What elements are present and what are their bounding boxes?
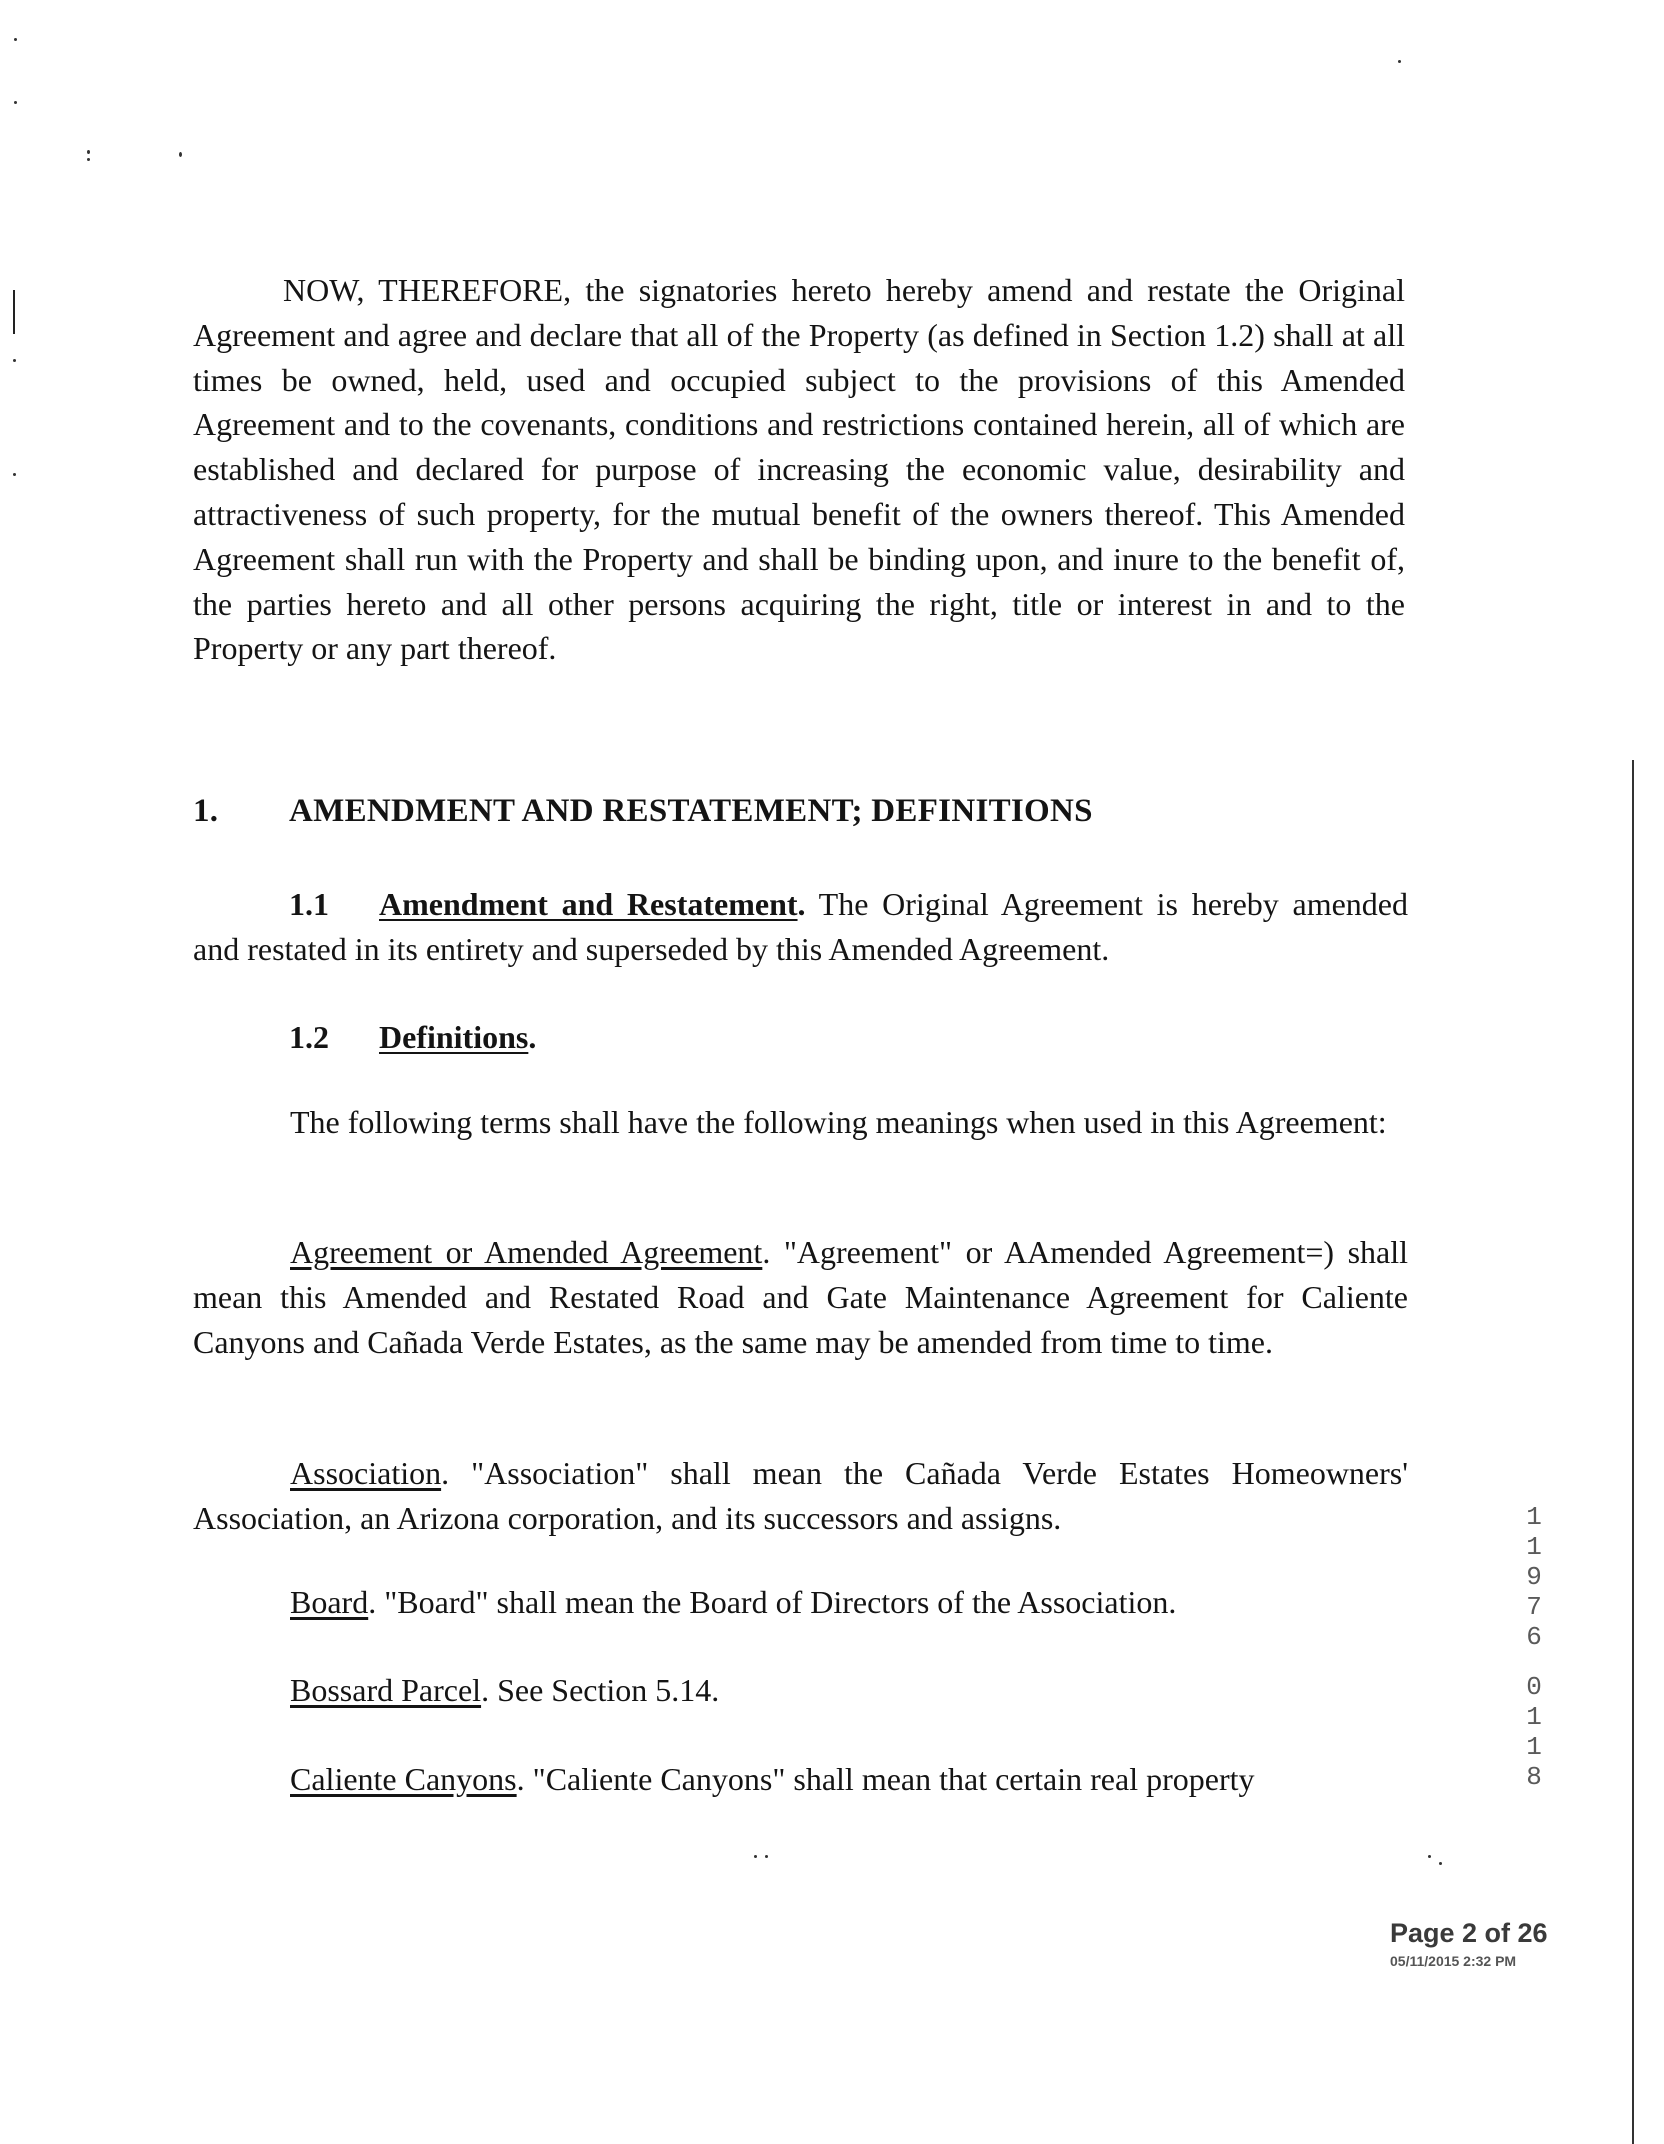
print-timestamp: 05/11/2015 2:32 PM xyxy=(1390,1953,1517,1969)
definition-association xyxy=(193,1451,1408,1541)
scan-speck xyxy=(87,158,90,161)
recording-number-stamp: 1 1 9 7 6 0 1 1 8 xyxy=(1526,1502,1542,1792)
scan-speck xyxy=(179,152,182,157)
scan-speck xyxy=(1428,1855,1431,1858)
definition-bossard-parcel xyxy=(193,1668,1408,1713)
subsection-title: Definitions xyxy=(379,1019,529,1055)
scan-edge-line xyxy=(1632,760,1634,2144)
subsection-title: Amendment and Restatement xyxy=(379,886,798,922)
scan-speck xyxy=(14,38,17,41)
scan-line xyxy=(13,290,15,334)
preamble-paragraph: NOW, THEREFORE, the signatories hereto hereby amend and restate the Original Agreement and agree and declare that all of the Property (as defined in Section 1.2) shall at all times be owned, held, used and occupied subject to the provisions of this Amended Agreement and to the covenants, conditions and restrictions contained herein, all of which are established and declared for purpose of increasing the economic value, desirability and attractiveness of such property, for the mutual benefit of the owners thereof. This Amended Agreement shall run with the Property and shall be binding upon, and inure to the benefit of, the parties hereto and all other persons acquiring the right, title or interest in and to the Property or any part thereof. xyxy=(193,272,1405,667)
scan-speck xyxy=(13,473,16,476)
section-title: AMENDMENT AND RESTATEMENT; DEFINITIONS xyxy=(289,793,1093,829)
section-number: 1. xyxy=(193,793,219,829)
subsection-number: 1.2 xyxy=(289,1019,329,1055)
definition-term: Bossard Parcel xyxy=(290,1672,482,1708)
definition-caliente-canyons xyxy=(193,1757,1408,1802)
definition-board xyxy=(193,1580,1408,1625)
scan-speck xyxy=(14,101,17,104)
subsection-1-2: 1.2 Definitions. xyxy=(193,1015,1408,1060)
definition-term: Association xyxy=(290,1455,442,1491)
subsection-1-1: 1.1 Amendment and Restatement. The Original Agreement is hereby amended and restated in its entirety and superseded by this Amended Agreement. xyxy=(193,882,1408,972)
subsection-text: The Original Agreement is hereby amended and restated in its entirety and superseded by this Amended Agreement. xyxy=(193,886,1409,967)
definition-text: . See Section 5.14. xyxy=(481,1672,720,1708)
subsection-number: 1.1 xyxy=(289,886,329,922)
scan-speck xyxy=(1398,60,1401,63)
definition-text: . "Association" shall mean the Cañada Verde Estates Homeowners' Association, an Arizona corporation, and its successors and assigns. xyxy=(193,1455,1408,1536)
scan-speck xyxy=(13,359,16,362)
scan-speck xyxy=(1439,1862,1442,1865)
definition-text: . "Agreement" or AAmended Agreement=) shall mean this Amended and Restated Road and Gate Maintenance Agreement for Caliente Canyons and Cañada Verde Estates, as the same may be amended from time to time. xyxy=(193,1234,1409,1360)
definition-term: Agreement or Amended Agreement xyxy=(290,1234,763,1270)
scan-speck xyxy=(87,150,90,154)
page-number: Page 2 of 26 xyxy=(1390,1918,1548,1948)
definition-agreement xyxy=(193,1230,1408,1364)
scan-speck xyxy=(765,1855,768,1858)
definition-text: . "Caliente Canyons" shall mean that certain real property xyxy=(516,1761,1255,1797)
definitions-intro: The following terms shall have the following meanings when used in this Agreement: xyxy=(290,1104,1387,1140)
section-1-heading xyxy=(193,793,1093,830)
definition-text: . "Board" shall mean the Board of Directors of the Association. xyxy=(368,1584,1177,1620)
scan-speck xyxy=(754,1855,757,1858)
definition-term: Board xyxy=(290,1584,369,1620)
definition-term: Caliente Canyons xyxy=(290,1761,517,1797)
